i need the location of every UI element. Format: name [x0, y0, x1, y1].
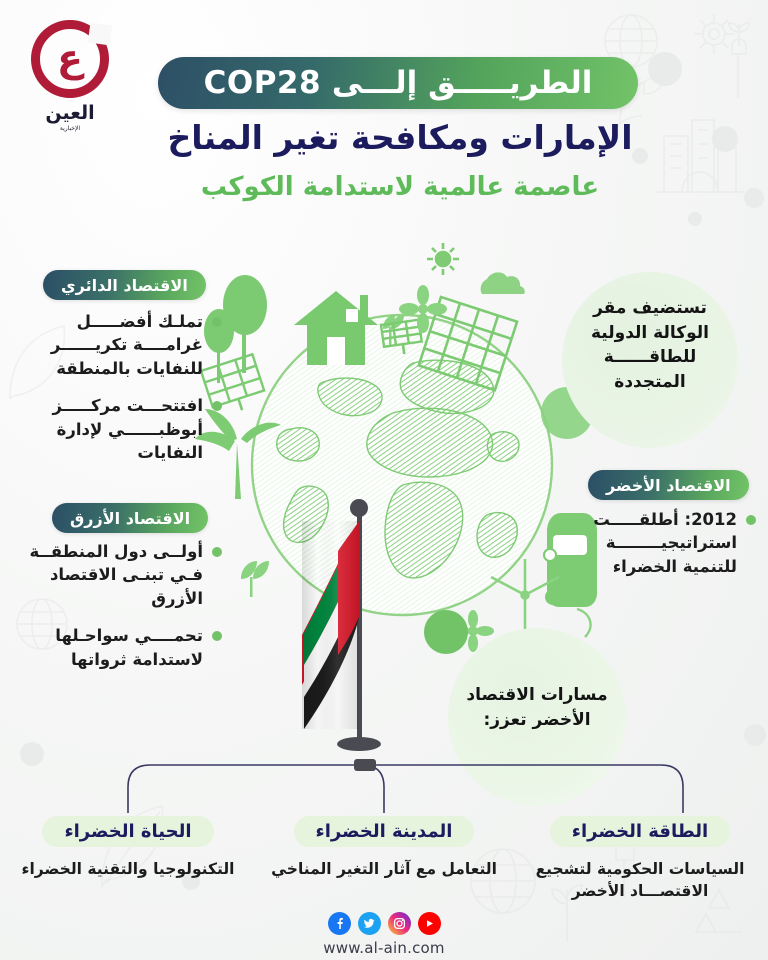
badge-circular-economy	[43, 270, 206, 300]
watermark-gear	[686, 6, 742, 62]
badge-green-economy-label: الاقتصاد الأخضر	[606, 475, 731, 495]
bullet-text: تحمــــي سواحـلها لاستدامة ثرواتها	[55, 626, 203, 669]
list-item	[14, 540, 222, 610]
brand-logo[interactable]	[22, 20, 118, 132]
list-item	[14, 394, 222, 464]
bullet-dot-icon	[212, 631, 222, 641]
bullet-text: أولــى دول المنطقــة فـي تبنـى الاقتصاد الأزرق	[29, 542, 203, 608]
footer	[0, 912, 768, 957]
watermark-hand-plant	[722, 10, 768, 100]
page-title: الإمارات ومكافحة تغير المناخ	[167, 118, 633, 157]
bullet-dot-icon	[746, 515, 756, 525]
logo-letter: ع	[57, 36, 83, 81]
cop28-title-text: الطريـــــق إلـــى COP28	[203, 65, 593, 101]
card-green-life-title: الحياة الخضراء	[42, 816, 213, 847]
irena-text: تستضيف مقر الوكالة الدولية للطاقــــــة المتجددة	[591, 298, 709, 392]
card-green-city	[264, 816, 504, 880]
list-item	[14, 310, 222, 380]
circular-economy-bullets	[14, 310, 222, 479]
card-green-life-text: التكنولوجيا والتقنية الخضراء	[21, 860, 235, 878]
youtube-icon[interactable]	[418, 912, 441, 935]
instagram-icon[interactable]	[388, 912, 411, 935]
card-green-energy-title: الطاقة الخضراء	[550, 816, 730, 847]
bg-dot	[744, 188, 764, 208]
logo-mark	[31, 20, 109, 98]
bullet-text: تملـك أفضـــــل غرامــــة تكريــــــر للنفايات بالمنطقة	[50, 312, 203, 378]
green-paths-text: مسارات الاقتصاد الأخضر تعزز:	[466, 685, 608, 730]
card-green-energy-text: السياسات الحكومية لتشجيع الاقتصـــاد الأخضر	[535, 860, 745, 901]
bullet-dot-icon	[212, 317, 222, 327]
logo-wordmark: العين	[45, 102, 95, 124]
website-url[interactable]: www.al-ain.com	[323, 939, 445, 957]
logo-ring-gap	[88, 23, 113, 46]
green-economy-bullets	[556, 508, 756, 592]
card-green-life	[8, 816, 248, 880]
connector-node	[354, 759, 376, 771]
blue-economy-bullets	[14, 540, 222, 685]
badge-blue-economy	[52, 503, 208, 533]
social-links	[0, 912, 768, 935]
accent-circle	[424, 610, 468, 654]
badge-green-economy	[588, 470, 749, 500]
bullet-text: 2012: أطلقـــــت استراتيجيــــــــة للتنمية الخضراء	[593, 510, 737, 576]
page-subtitle: عاصمة عالمية لاستدامة الكوكب	[200, 172, 600, 202]
bg-dot	[688, 212, 702, 226]
card-green-city-text: التعامل مع آثار التغير المناخي	[271, 860, 497, 878]
badge-circular-economy-label: الاقتصاد الدائري	[61, 275, 188, 295]
uae-flag	[296, 495, 428, 760]
card-green-city-title: المدينة الخضراء	[294, 816, 475, 847]
bullet-dot-icon	[212, 547, 222, 557]
bg-dot	[712, 126, 738, 152]
list-item	[556, 508, 756, 578]
twitter-icon[interactable]	[358, 912, 381, 935]
bullet-text: افتتحـــت مركـــــز أبوظبــــــي لإدارة النفايات	[52, 396, 203, 463]
card-green-energy	[520, 816, 760, 903]
cop28-title-pill	[158, 57, 638, 109]
logo-subtitle: الإخبارية	[59, 125, 81, 132]
facebook-icon[interactable]	[328, 912, 351, 935]
badge-blue-economy-label: الاقتصاد الأزرق	[70, 508, 191, 528]
bullet-dot-icon	[212, 401, 222, 411]
bg-dot	[648, 52, 682, 86]
list-item	[14, 624, 222, 671]
